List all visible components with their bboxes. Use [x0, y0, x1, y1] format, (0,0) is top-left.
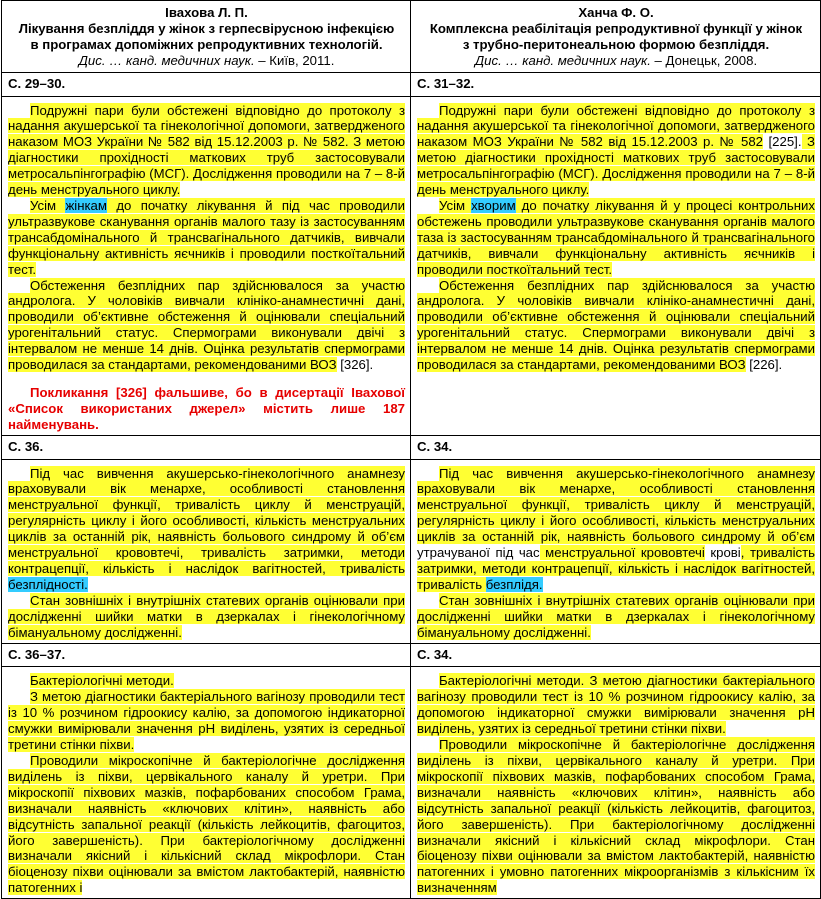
- right-author: Ханча Ф. О.: [578, 5, 654, 20]
- right-page-ref: С. 31–32.: [411, 72, 821, 96]
- highlighted-text: З метою діагностики бактеріального вагінозу проводили тест із 10 % розчином гідроокису калію, за допомогою індикаторної смужки вимірювали значення рН виділень, узятих із середньої третини стінки піхви.: [8, 689, 405, 753]
- right-title-line1: Комплексна реабілітація репродуктивної функції у жінок: [429, 20, 803, 36]
- highlighted-text: Обстеження безплідних пар здійснювалося за участю андролога. У чоловіків вивчали клініко-анамнестичні дані, проводили об’єктивне обстеження й оцінювали спеціальний урогенітальний статус. Спермограми виконували двічі з інтервалом не менше 14 днів. Оцінка результатів спермограми проводилася за стандартами, рекомендованими ВОЗ: [8, 277, 405, 373]
- comparison-table: [1, 0, 821, 899]
- right-source-header: [411, 1, 821, 73]
- highlighted-text: Усім: [30, 197, 66, 213]
- red-note: Покликання [326] фальшиве, бо в дисертації Івахової «Список використаних джерел» містить лише 187 найменувань.: [8, 384, 405, 432]
- left-author: Івахова Л. П.: [165, 5, 248, 20]
- changed-word: безплідя.: [485, 576, 543, 592]
- text-row: [2, 96, 821, 435]
- left-info-rest: – Київ, 2011.: [254, 52, 335, 68]
- paragraph: [8, 593, 405, 641]
- highlighted-text: Під час вивчення акушерсько-гінекологічного анамнезу враховували вік менархе, особливості становлення менструальної функції, тривалість циклу й менструацій, регулярність циклу і його особливості, кількість менструальних циклів за останній рік, наявність больового синдрому й об’єм менструальної крововтечі, тривалість затримки, методи контрацепції, кількість і наслідок вагітностей, тривалість: [8, 465, 405, 576]
- highlighted-text: Стан зовнішніх і внутрішніх статевих органів оцінювали при дослідженні шийки матки в дзеркалах і гінекологічному бімануальному дослідженні.: [8, 592, 405, 640]
- highlighted-text: З метою діагностики прохідності маткових труб застосовували метросальпінгографію (МСГ). Дослідження проводили на 7 – 8-й день менструального циклу.: [417, 134, 815, 198]
- highlighted-text: менструальної крововтечі: [539, 545, 705, 561]
- highlighted-text: Подружні пари були обстежені відповідно до протоколу з надання акушерської та гінекологічної допомоги, затвердженого наказом МОЗ України № 582 від 15.12.2003 р. № 582. З метою діагностики прохідності маткових труб застосовували метросальпінгографію (МСГ). Дослідження проводили на 7 – 8-й день менструального циклу.: [8, 102, 405, 198]
- highlighted-text: Обстеження безплідних пар здійснювалося за участю андролога. У чоловіків вивчали клініко-анамнестичні дані, проводили об’єктивне обстеження й оцінювали спеціальний урогенітальний статус. Спермограми виконували двічі з інтервалом не менше 14 днів. Оцінка результатів спермограми проводилася за стандартами, рекомендованими ВОЗ: [417, 277, 815, 373]
- page-ref-row: [2, 643, 821, 667]
- paragraph: [417, 593, 815, 641]
- page-ref-row: [2, 72, 821, 96]
- paragraph: [8, 278, 405, 373]
- right-page-ref: С. 34.: [411, 643, 821, 667]
- left-info-italic: Дис. … канд. медичних наук.: [78, 52, 255, 68]
- right-page-ref: С. 34.: [411, 435, 821, 459]
- left-page-ref: С. 36–37.: [2, 643, 411, 667]
- right-title-line2: з трубно-перитонеальною формою безпліддя.: [462, 36, 770, 52]
- changed-word: безплідності.: [8, 576, 88, 592]
- highlighted-text: Бактеріологічні методи. З метою діагностики бактеріального вагінозу проводили тест із 10 % розчином гідроокису калію, за допомогою індикаторної смужки вимірювали значення рН виділень, узятих із середньої третини стінки піхви.: [417, 673, 815, 737]
- left-title-line2: в програмах допоміжних репродуктивних технологій.: [30, 36, 383, 52]
- changed-word: хворим: [471, 197, 516, 213]
- text-row: [2, 667, 821, 899]
- left-excerpt: [2, 459, 411, 643]
- citation-ref: [326].: [336, 357, 374, 373]
- left-info: [8, 53, 405, 69]
- header-row: [2, 1, 821, 73]
- highlighted-text: до початку лікування й під час проводили ультразвукове сканування органів малого тазу із застосуванням трансабдомінального й трансвагінального датчиків, вивчали функціональну активність яєчників і проводили посткоїтальний тест.: [8, 197, 405, 277]
- right-info: [417, 53, 815, 69]
- highlighted-text: Під час вивчення акушерсько-гінекологічного анамнезу враховували вік менархе, особливості становлення менструальної функції, тривалість циклу й менструацій, регулярність циклу і його особливості, кількість менструальних циклів за останній рік, наявність больового синдрому й об’єм: [417, 465, 815, 545]
- paragraph: [8, 753, 405, 896]
- text-row: [2, 459, 821, 643]
- left-page-ref: С. 29–30.: [2, 72, 411, 96]
- paragraph: [417, 278, 815, 373]
- highlighted-text: Бактеріологічні методи.: [30, 673, 174, 689]
- paragraph: [8, 103, 405, 198]
- highlighted-text: , тривалість затримки, методи контрацепції, кількість і наслідок вагітностей, тривалість: [417, 545, 816, 592]
- highlighted-text: Стан зовнішніх і внутрішніх статевих органів оцінювали при дослідженні шийки матки в дзеркалах і гінекологічному бімануальному дослідженні.: [417, 592, 815, 640]
- left-excerpt: [2, 96, 411, 435]
- left-page-ref: С. 36.: [2, 435, 411, 459]
- paragraph: [8, 673, 405, 689]
- right-info-italic: Дис. … канд. медичних наук.: [474, 52, 651, 68]
- left-title-line1: Лікування безпліддя у жінок з герпесвірусною інфекцією: [18, 20, 395, 36]
- inserted-text: утрачуваної під час: [417, 545, 540, 561]
- citation-ref: [225].: [763, 134, 802, 150]
- highlighted-text: Проводили мікроскопічне й бактеріологічне дослідження виділень із піхви, цервікального каналу й уретри. При мікроскопії піхвових мазків, пофарбованих способом Грама, визначали наявність «ключових клітин», наявність або відсутність запальної реакції (кількість лейкоцитів, фагоцитоз, його завершеність). При бактеріологічному дослідженні визначали якісний і кількісний склад мікрофлори. Стан біоценозу піхви оцінювали за вмістом лактобактерій, наявністю патогенних і: [8, 752, 405, 896]
- highlighted-text: Подружні пари були обстежені відповідно до протоколу з надання акушерської та гінекологічної допомоги, затвердженого наказом МОЗ України № 582 від 15.12.2003 р. № 582: [417, 102, 815, 150]
- right-excerpt: [411, 96, 821, 435]
- paragraph: [417, 466, 815, 593]
- right-excerpt: [411, 459, 821, 643]
- paragraph: [8, 198, 405, 278]
- highlighted-text: до початку лікування й у процесі контрольних обстежень проводили ультразвукове сканування органів малого таза із застосуванням трансабдомінального й трансвагінального датчиків, вивчали функціональну активність яєчників і проводили посткоїтальний тест.: [417, 197, 815, 277]
- highlighted-text: Проводили мікроскопічне й бактеріологічне дослідження виділень із піхви, цервікального каналу й уретри. При мікроскопії піхвових мазків, пофарбованих способом Грама, визначали наявність «ключових клітин», наявність або відсутність запальної реакції (кількість лейкоцитів, фагоцитоз, його завершеність). При бактеріологічному дослідженні визначали якісний і кількісний склад мікрофлори. Стан біоценозу піхви оцінювали за вмістом лактобактерій, наявністю патогенних і умовно патогенних мікроорганізмів з кількісним їх визначенням: [417, 737, 815, 896]
- citation-ref: [226].: [745, 357, 783, 373]
- paragraph: [417, 673, 815, 737]
- paragraph: [417, 737, 815, 896]
- paragraph: [8, 689, 405, 753]
- page-ref-row: [2, 435, 821, 459]
- highlighted-text: Усім: [439, 197, 472, 213]
- right-info-rest: – Донецьк, 2008.: [650, 52, 758, 68]
- left-source-header: [2, 1, 411, 73]
- paragraph: [8, 466, 405, 593]
- left-excerpt: [2, 667, 411, 899]
- paragraph: [417, 198, 815, 278]
- inserted-text: крові: [704, 545, 741, 561]
- right-excerpt: [411, 667, 821, 899]
- paragraph: [417, 103, 815, 198]
- changed-word: жінкам: [65, 197, 107, 213]
